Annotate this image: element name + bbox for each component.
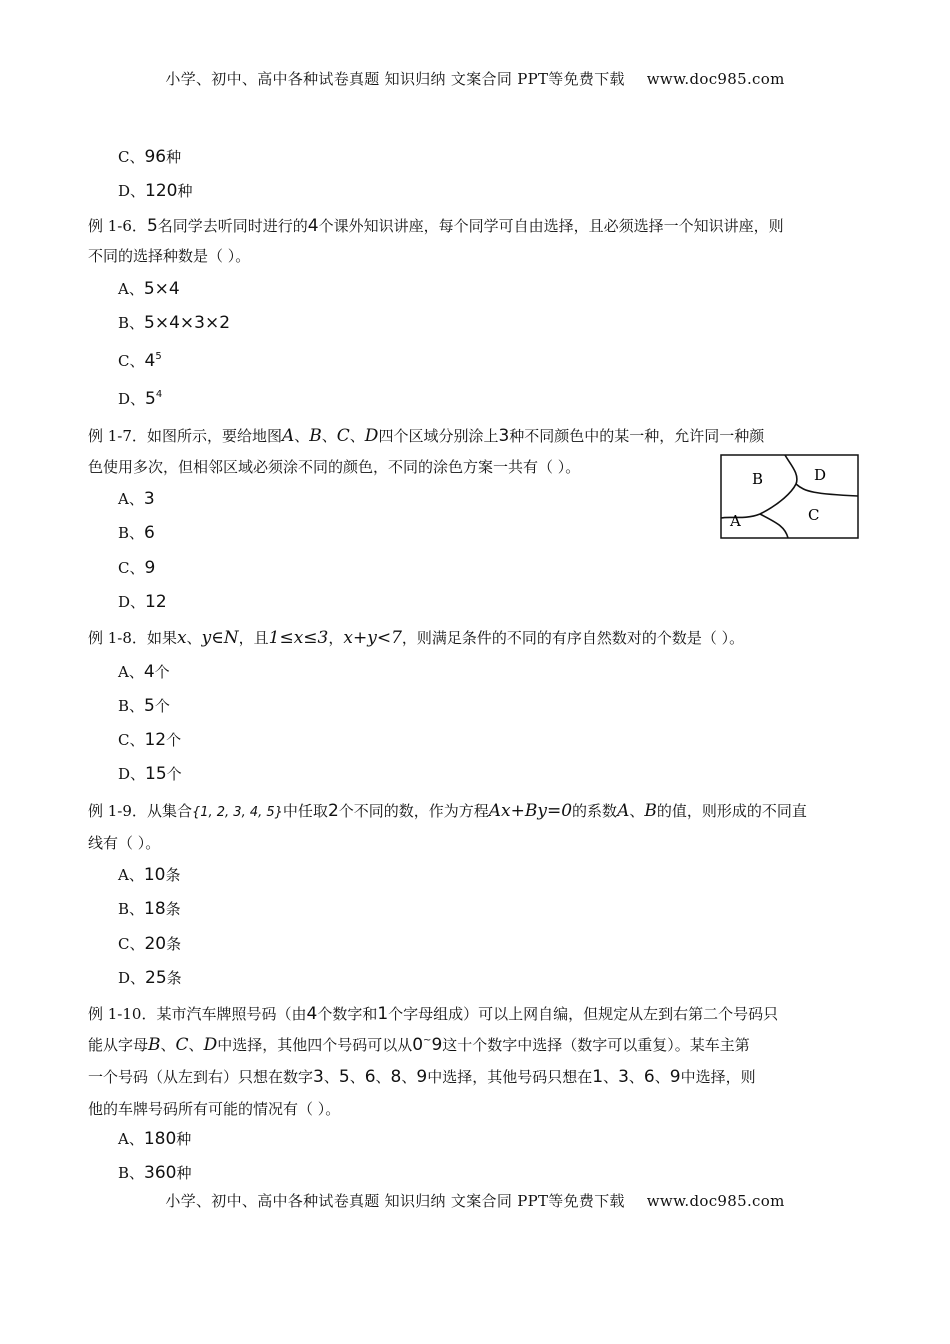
- question-number: 例 1-6．: [88, 217, 147, 235]
- option-label: A、: [118, 280, 144, 298]
- math: 9: [431, 1035, 443, 1055]
- text: ，且: [238, 629, 269, 647]
- option-unit: 条: [166, 969, 182, 987]
- q110-stem-line4: 他的车牌号码所有可能的情况有（ ）。: [88, 1100, 341, 1118]
- q16-option-b[interactable]: [118, 312, 230, 333]
- option-exponent: 4: [155, 389, 163, 400]
- text: 中选择，其他号码只想在: [427, 1068, 593, 1086]
- page-header: [0, 68, 950, 89]
- q110-stem-line2: [88, 1034, 750, 1055]
- text: 、: [349, 1068, 365, 1086]
- q18-stem: [88, 627, 744, 648]
- map-label-b: B: [752, 470, 764, 488]
- math: 6: [643, 1067, 655, 1087]
- q18-option-c[interactable]: [118, 729, 181, 750]
- math: 4: [306, 1004, 318, 1024]
- option-value: 6: [144, 523, 155, 543]
- math: 1: [592, 1067, 604, 1087]
- math-equation: Ax+By=0: [488, 801, 573, 821]
- text: 、: [321, 427, 337, 445]
- option-value: 18: [144, 899, 166, 919]
- option-unit: 种: [166, 148, 182, 166]
- text: 一个号码（从左到右）只想在数字: [88, 1068, 314, 1086]
- option-unit: 个: [154, 663, 170, 681]
- footer-text: 小学、初中、高中各种试卷真题 知识归纳 文案合同 PPT等免费下载: [165, 1192, 625, 1210]
- option-base: 4: [144, 351, 156, 371]
- math-tilde: ~: [423, 1035, 432, 1046]
- option-label: A、: [118, 490, 144, 508]
- q19-stem-line1: [88, 800, 807, 821]
- option-label: D、: [118, 390, 146, 408]
- q19-option-b[interactable]: [118, 898, 181, 919]
- math: 3: [498, 426, 510, 446]
- text: 个不同的数，作为方程: [338, 802, 489, 820]
- math: 5: [338, 1067, 350, 1087]
- math: D: [203, 1035, 218, 1055]
- text: 、: [186, 629, 202, 647]
- map-label-a: A: [730, 512, 741, 530]
- map-border: [721, 455, 858, 538]
- text: 的系数: [572, 802, 618, 820]
- option-value: 5×4: [143, 279, 180, 299]
- q17-stem-line1: [88, 425, 764, 446]
- option-label: C、: [118, 731, 145, 749]
- text: 如图所示，要给地图: [146, 427, 282, 445]
- question-number: 例 1-9．: [88, 802, 147, 820]
- math: x+y<7: [343, 628, 402, 648]
- option-base: 5: [145, 389, 156, 409]
- option-unit: 个: [166, 731, 182, 749]
- q16-stem-line2: 不同的选择种数是（ ）。: [88, 247, 251, 265]
- option-value: 15: [145, 764, 167, 784]
- text: 、: [323, 1068, 339, 1086]
- option-label: C、: [118, 935, 145, 953]
- option-value: 9: [144, 558, 156, 578]
- q18-option-a[interactable]: [118, 661, 170, 682]
- text: 中选择，则: [680, 1068, 756, 1086]
- option-unit: 条: [165, 866, 181, 884]
- text: 、: [375, 1068, 391, 1086]
- q110-option-a[interactable]: [118, 1128, 191, 1149]
- text: 中任取: [282, 802, 328, 820]
- q15-option-d[interactable]: [118, 180, 193, 201]
- option-value: 5: [144, 696, 155, 716]
- map-label-c: C: [808, 506, 820, 524]
- option-unit: 种: [176, 1130, 192, 1148]
- text: 、: [188, 1036, 204, 1054]
- math: 4: [307, 216, 319, 236]
- q17-option-a[interactable]: [118, 488, 155, 509]
- q19-option-c[interactable]: [118, 933, 181, 954]
- header-text: 小学、初中、高中各种试卷真题 知识归纳 文案合同 PPT等免费下载: [165, 70, 625, 88]
- option-exponent: 5: [155, 351, 162, 362]
- math: C: [175, 1035, 189, 1055]
- q15-option-c[interactable]: [118, 146, 181, 167]
- option-label: C、: [118, 352, 145, 370]
- option-unit: 条: [166, 935, 182, 953]
- option-label: B、: [118, 524, 145, 542]
- option-value: 10: [143, 865, 166, 885]
- option-label: D、: [118, 593, 146, 611]
- text: 、: [349, 427, 365, 445]
- option-value: 4: [143, 662, 155, 682]
- option-value: 120: [145, 181, 178, 201]
- math: A: [617, 801, 630, 821]
- math: 0: [412, 1035, 424, 1055]
- map-label-d: D: [814, 466, 827, 484]
- q17-option-d[interactable]: [118, 591, 167, 612]
- option-unit: 条: [165, 900, 181, 918]
- math-set: {1, 2, 3, 4, 5}: [191, 805, 283, 820]
- option-unit: 个: [166, 765, 182, 783]
- q17-option-c[interactable]: [118, 557, 155, 578]
- text: 个课外知识讲座，每个同学可自由选择，且必须选择一个知识讲座，则: [318, 217, 784, 235]
- option-value: 3: [143, 489, 155, 509]
- math: D: [364, 426, 379, 446]
- math: 9: [416, 1067, 428, 1087]
- math: 8: [390, 1067, 402, 1087]
- text: 、: [629, 802, 645, 820]
- text: 个数字和: [317, 1005, 378, 1023]
- text: 名同学去听同时进行的: [157, 217, 308, 235]
- question-number: 例 1-7．: [88, 427, 147, 445]
- q16-option-d[interactable]: [118, 388, 162, 409]
- q16-stem-line1: [88, 215, 784, 236]
- q16-option-c[interactable]: [118, 350, 162, 371]
- option-value: 20: [144, 934, 167, 954]
- q19-stem-line2: 线有（ ）。: [88, 834, 161, 852]
- text: 这十个数字中选择（数字可以重复）。某车主第: [442, 1036, 750, 1054]
- math: 6: [364, 1067, 376, 1087]
- math: 2: [327, 801, 339, 821]
- text: 四个区域分别涂上: [378, 427, 499, 445]
- option-unit: 种: [176, 1164, 192, 1182]
- option-unit: 个: [154, 697, 170, 715]
- text: 个字母组成）可以上网自编，但规定从左到右第二个号码只: [388, 1005, 779, 1023]
- question-number: 例 1-8．: [88, 629, 147, 647]
- option-label: A、: [118, 1130, 144, 1148]
- math: 1≤x≤3: [268, 628, 329, 648]
- option-value: 180: [143, 1129, 177, 1149]
- text: 种不同颜色中的某一种，允许同一种颜: [509, 427, 765, 445]
- option-label: D、: [118, 969, 146, 987]
- text: 、: [628, 1068, 644, 1086]
- math: B: [644, 801, 657, 821]
- math: 1: [377, 1004, 389, 1024]
- header-url[interactable]: www.doc985.com: [646, 70, 785, 88]
- option-label: B、: [118, 1164, 145, 1182]
- option-unit: 种: [177, 182, 193, 200]
- text: 、: [401, 1068, 417, 1086]
- option-label: B、: [118, 314, 145, 332]
- option-label: C、: [118, 148, 145, 166]
- text: 某市汽车牌照号码（由: [156, 1005, 307, 1023]
- option-value: 12: [145, 592, 167, 612]
- text: 如果: [146, 629, 177, 647]
- text: 、: [603, 1068, 619, 1086]
- text: 、: [294, 427, 310, 445]
- option-label: B、: [118, 900, 145, 918]
- q17-option-b[interactable]: [118, 522, 155, 543]
- option-label: C、: [118, 559, 145, 577]
- q110-stem-line3: [88, 1066, 756, 1087]
- option-label: D、: [118, 182, 146, 200]
- q110-stem-line1: [88, 1003, 778, 1024]
- math: 9: [669, 1067, 681, 1087]
- option-value: 96: [144, 147, 167, 167]
- text: 、: [654, 1068, 670, 1086]
- option-label: A、: [118, 663, 144, 681]
- q19-option-a[interactable]: [118, 864, 181, 885]
- q18-option-b[interactable]: [118, 695, 170, 716]
- option-value: 12: [144, 730, 167, 750]
- option-value: 360: [144, 1163, 177, 1183]
- text: 中选择，其他四个号码可以从: [217, 1036, 413, 1054]
- option-value: 25: [145, 968, 167, 988]
- page-footer: [0, 1190, 950, 1211]
- footer-url[interactable]: www.doc985.com: [646, 1192, 785, 1210]
- math: x: [176, 628, 187, 648]
- map-boundary-c-d: [796, 484, 858, 496]
- math: 5: [146, 216, 158, 236]
- text: 、: [160, 1036, 176, 1054]
- text: ，: [328, 629, 344, 647]
- text: 从集合: [146, 802, 192, 820]
- option-label: A、: [118, 866, 144, 884]
- option-label: D、: [118, 765, 146, 783]
- option-label: B、: [118, 697, 145, 715]
- question-number: 例 1-10．: [88, 1005, 157, 1023]
- q16-option-a[interactable]: [118, 278, 180, 299]
- math: y∈N: [201, 628, 239, 648]
- math: A: [281, 426, 295, 446]
- text: ，则满足条件的不同的有序自然数对的个数是（ ）。: [401, 629, 745, 647]
- option-value: 5×4×3×2: [144, 313, 231, 333]
- math: C: [336, 426, 350, 446]
- map-boundary-a-c: [760, 514, 788, 538]
- q17-stem-line2: 色使用多次，但相邻区域必须涂不同的颜色，不同的涂色方案一共有（ ）。: [88, 458, 581, 476]
- math: B: [148, 1035, 161, 1055]
- text: 能从字母: [88, 1036, 149, 1054]
- region-map-figure: [720, 454, 860, 540]
- q110-option-b[interactable]: [118, 1162, 192, 1183]
- text: 的值，则形成的不同直: [656, 802, 807, 820]
- math: 3: [313, 1067, 324, 1087]
- q18-option-d[interactable]: [118, 763, 182, 784]
- math: 3: [618, 1067, 629, 1087]
- q19-option-d[interactable]: [118, 967, 182, 988]
- math: B: [309, 426, 322, 446]
